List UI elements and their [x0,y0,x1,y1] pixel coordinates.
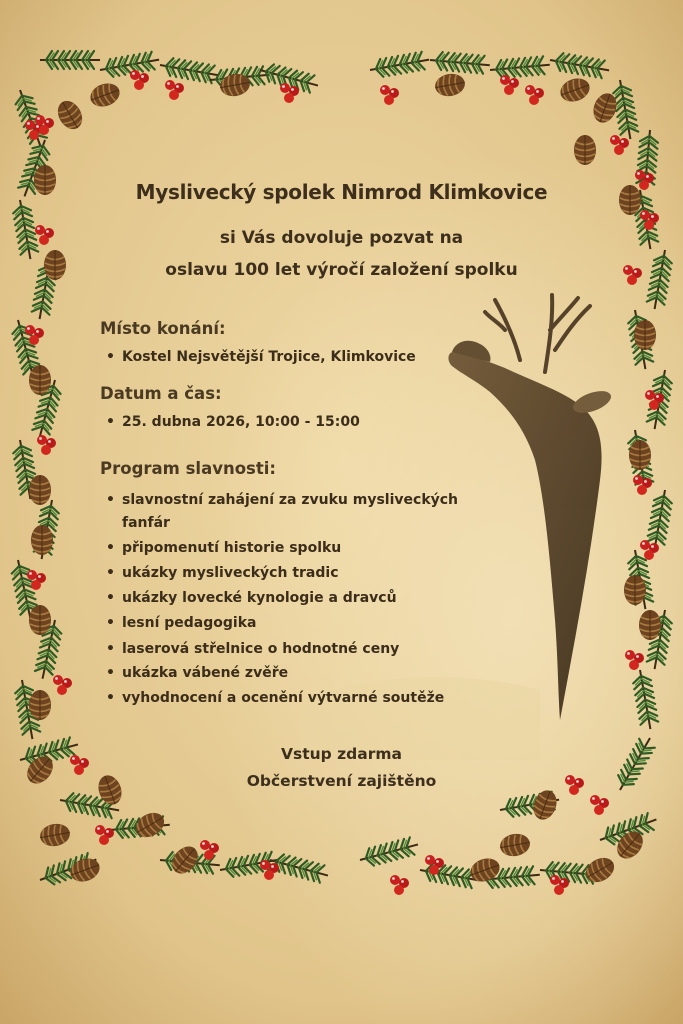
program-text: ukázky lovecké kynologie a dravců [122,590,397,606]
program-item [106,665,289,681]
bullet-icon: • [106,615,115,631]
bullet-icon: • [106,665,115,681]
program-item [106,565,339,581]
bullet-icon: • [106,565,115,581]
program-text: laserová střelnice o hodnotné ceny [122,641,400,657]
bullet-icon: • [106,414,115,430]
subtitle-line-2: oslavu 100 let výročí založení spolku [165,260,518,280]
datetime-heading: Datum a čas: [100,384,222,403]
program-text: fanfár [122,515,170,531]
bullet-icon: • [106,540,115,556]
program-item [106,590,397,606]
bullet-icon: • [106,641,115,657]
footer-line-1: Vstup zdarma [281,745,402,763]
program-text: připomenutí historie spolku [122,540,342,556]
program-item [106,540,342,556]
poster-title: Myslivecký spolek Nimrod Klimkovice [135,180,548,204]
datetime-item [106,414,360,430]
bullet-icon: • [106,590,115,606]
program-item [106,492,459,508]
bullet-icon: • [106,349,115,365]
footer-line-2: Občerstvení zajištěno [246,772,437,790]
venue-text: Kostel Nejsvětější Trojice, Klimkovice [122,349,416,365]
venue-heading: Místo konání: [100,319,226,338]
program-heading: Program slavnosti: [100,459,276,478]
program-item [106,641,400,657]
program-text: vyhodnocení a ocenění výtvarné soutěže [122,690,445,706]
program-item [106,615,257,631]
venue-item [106,349,416,365]
bullet-icon: • [106,690,115,706]
program-item [106,690,445,706]
program-item-continuation [122,515,170,531]
bullet-icon: • [106,492,115,508]
datetime-text: 25. dubna 2026, 10:00 - 15:00 [122,414,360,430]
program-text: lesní pedagogika [122,615,257,631]
program-text: ukázka vábené zvěře [122,665,289,681]
program-text: ukázky mysliveckých tradic [122,565,339,581]
subtitle-line-1: si Vás dovoluje pozvat na [219,228,464,248]
program-text: slavnostní zahájení za zvuku mysliveckých [122,492,459,508]
